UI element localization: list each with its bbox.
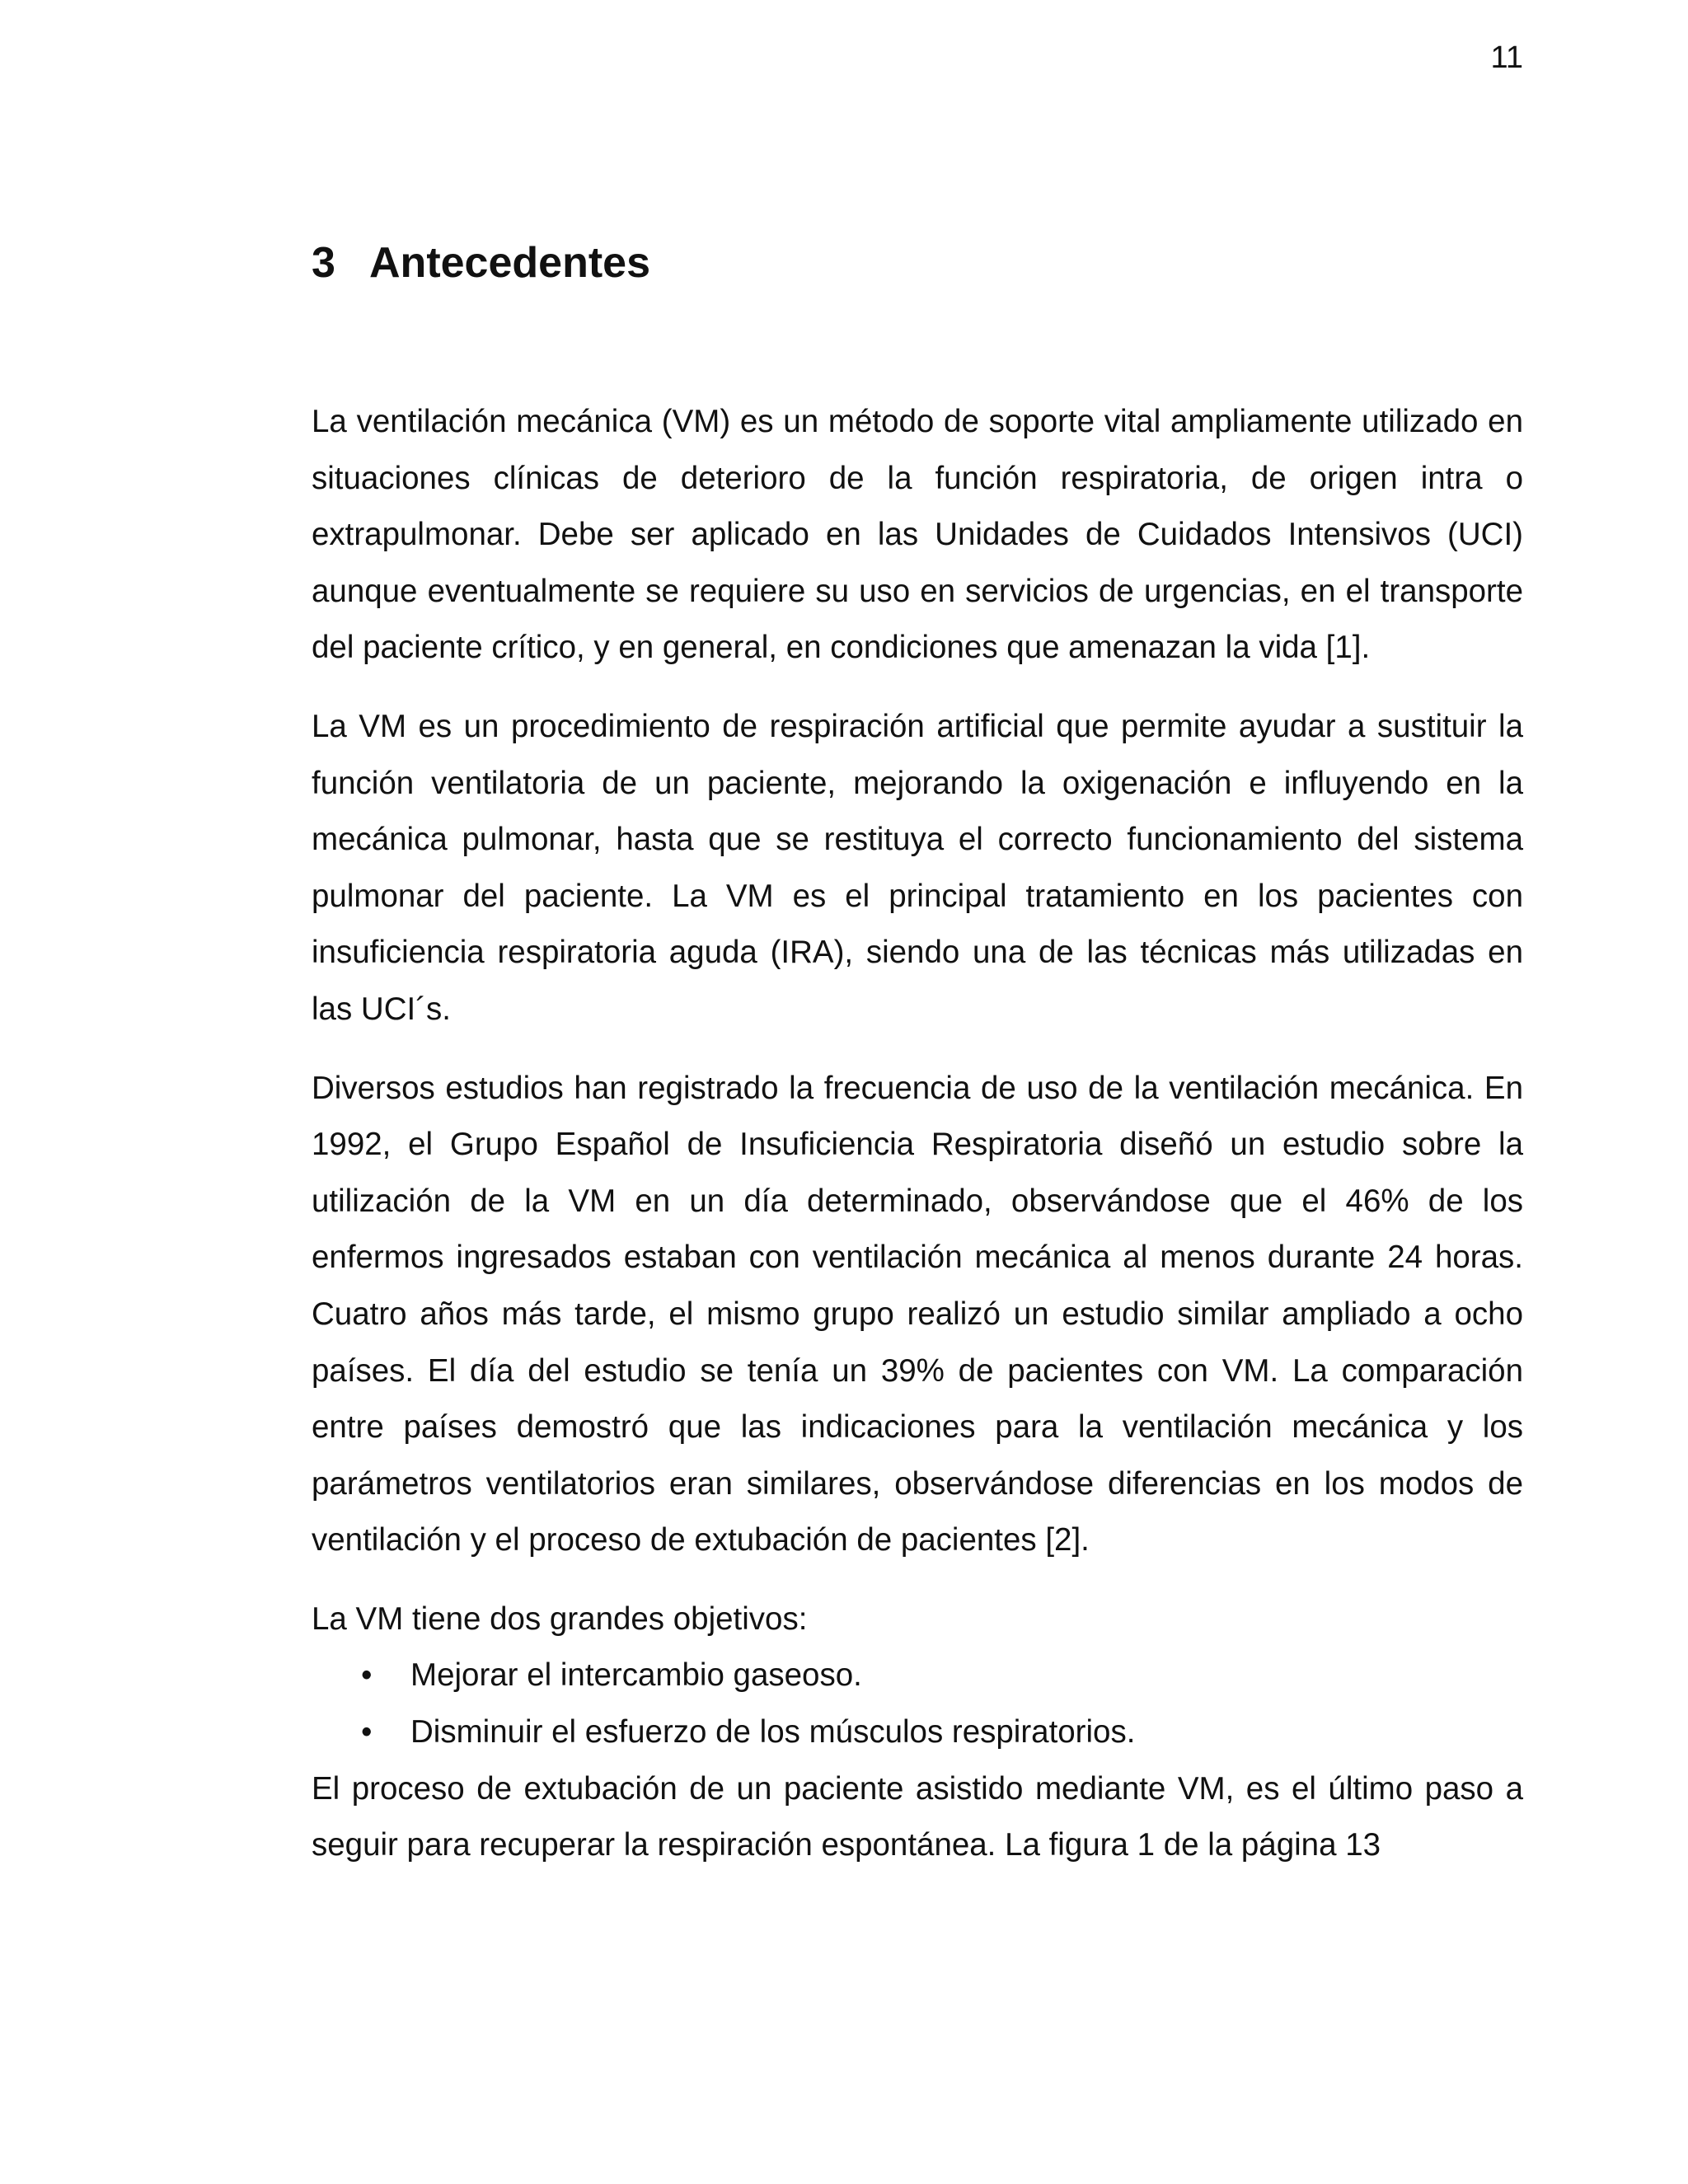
paragraph-vm-procedure: La VM es un procedimiento de respiración artificial que permite ayudar a sustituir la función ventilatoria de un paciente, mejorando la oxigenación e influyendo en la mecánica pulmonar, hasta que se restituya el correcto funcionamiento del sistema pulmonar del paciente. La VM es el principal tratamiento en los pacientes con insuficiencia respiratoria aguda (IRA), siendo una de las técnicas más utilizadas en las UCI´s. [312,708,1523,1027]
list-item-text: Mejorar el intercambio gaseoso. [410,1657,862,1694]
paragraph-usage-studies: Diversos estudios han registrado la frecuencia de uso de la ventilación mecánica. En 1992, el Grupo Español de Insuficiencia Respiratoria diseñó un estudio sobre la utilización de la VM en un día determinado, observándose que el 46% de los enfermos ingresados estaban con ventilación mecánica al menos durante 24 horas. Cuatro años más tarde, el mismo grupo realizó un estudio similar ampliado a ocho países. El día del estudio se tenía un 39% de pacientes con VM. La comparación entre países demostró que las indicaciones para la ventilación mecánica y los parámetros ventilatorios eran similares, observándose diferencias en los modos de ventilación y el proceso de extubación de pacientes [2]. [312,1070,1523,1558]
objectives-list [312,1647,1523,1760]
body-text [312,394,1523,1874]
bullet-icon: • [361,1714,373,1750]
section-heading [312,237,650,288]
paragraph-ventilation-intro: La ventilación mecánica (VM) es un método de soporte vital ampliamente utilizado en situaciones clínicas de deterioro de la función respiratoria, de origen intra o extrapulmonar. Debe ser aplicado en las Unidades de Cuidados Intensivos (UCI) aunque eventualmente se requiere su uso en servicios de urgencias, en el transporte del paciente crítico, y en general, en condiciones que amenazan la vida [1]. [312,404,1523,666]
section-number: 3 [312,239,335,287]
section-title: Antecedentes [369,239,650,287]
objectives-intro: La VM tiene dos grandes objetivos: [312,1601,808,1637]
list-item [312,1647,1523,1704]
list-item [312,1704,1523,1761]
list-item-text: Disminuir el esfuerzo de los músculos respiratorios. [410,1714,1136,1750]
bullet-icon: • [361,1657,373,1694]
page-number: 11 [1490,40,1523,75]
paragraph-extubation: El proceso de extubación de un paciente asistido mediante VM, es el último paso a seguir para recuperar la respiración espontánea. La figura 1 de la página 13 [312,1770,1523,1863]
